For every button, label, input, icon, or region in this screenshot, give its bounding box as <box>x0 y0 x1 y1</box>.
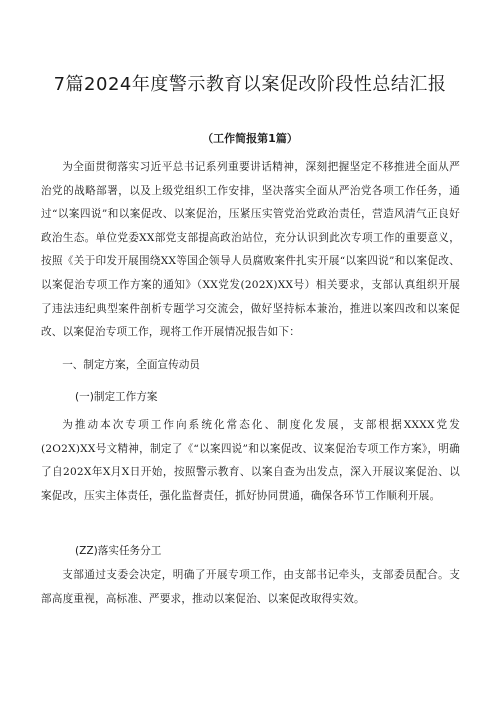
document-title: 7篇2024年度警示教育以案促改阶段性总结汇报 <box>53 74 447 95</box>
subsection-paragraph-2: 支部通过支委会决定，明确了开展专项工作，由支部书记牵头，支部委员配合。支部高度重视，高标准、严要求，推动以案促治、以案促改取得实效。 <box>41 569 460 605</box>
subsection-heading-1: (一)制定工作方案 <box>75 391 158 403</box>
section-heading-1: 一、制定方案，全面宣传动员 <box>62 359 200 371</box>
document-subtitle: （工作简报第1篇） <box>202 132 298 145</box>
subsection-paragraph-1: 为推动本次专项工作向系统化常态化、制度化发展，支部根据XXXX党发(2O2X)XX号文精神，制定了《“以案四说”和以案促改、议案促治专项工作方案》，明确了自202X年X月X日开始，按照警示教育、以案自查为出发点，深入开展议案促治、以案促改，压实主体责任，强化监督责任，抓好协同贯通，确保各环节工作顺利开展。 <box>41 419 460 502</box>
intro-paragraph: 为全面贯彻落实习近平总书记系列重要讲话精神，深刻把握坚定不移推进全面从严治党的战略部署，以及上级党组织工作安排，坚决落实全面从严治党各项工作任务，通过“以案四说”和以案促改、以案促治，压紧压实管党治党政治责任，营造风清气正良好政治生态。单位党委XX部党支部提高政治站位，充分认识到此次专项工作的重要意义，按照《关于印发开展围绕XX等国企领导人员腐败案件扎实开展“以案四说”和以案促改、以案促治专项工作方案的通知》（XX党发(202X)XX号）相关要求，支部认真组织开展了违法违纪典型案件剖析专题学习交流会，做好坚持标本兼治，推进以案四改和以案促改、以案促治专项工作，现将工作开展情况报告如下： <box>41 161 460 339</box>
subsection-heading-2: (ZZ)落实任务分工 <box>75 545 162 557</box>
